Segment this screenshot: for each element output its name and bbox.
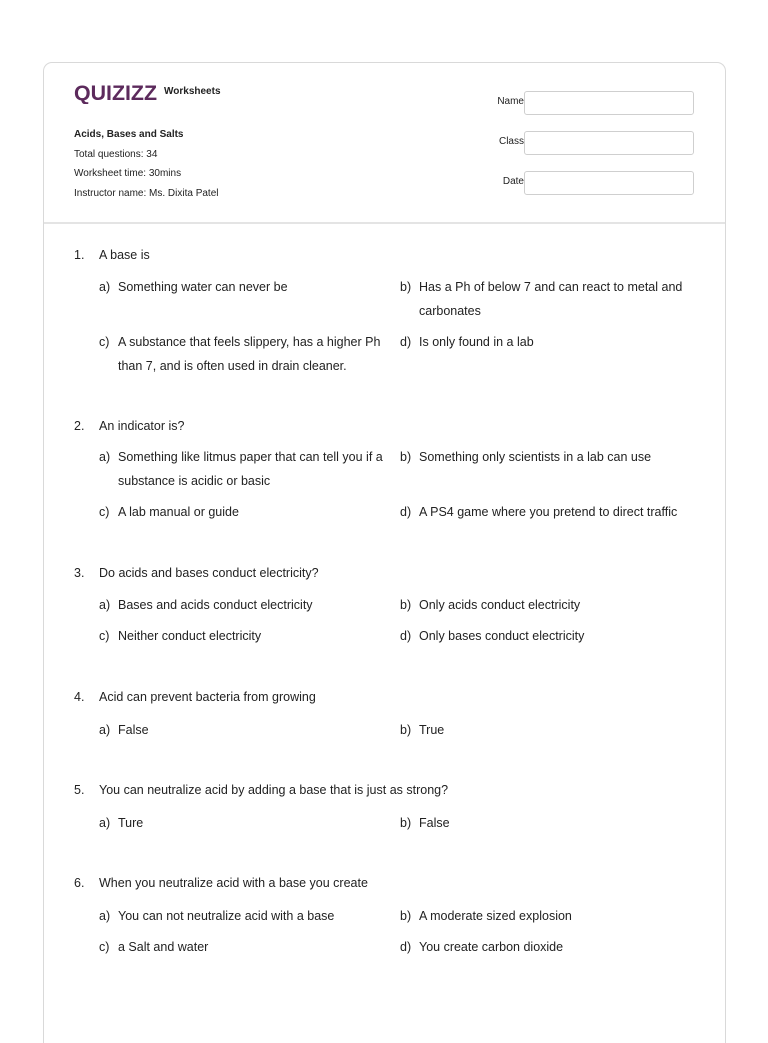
option-c bbox=[99, 624, 389, 648]
date-field-row bbox=[474, 171, 714, 195]
question-number: 3. bbox=[74, 566, 85, 580]
option-b bbox=[400, 904, 700, 928]
option-letter: d) bbox=[400, 629, 412, 643]
option-letter: c) bbox=[99, 335, 110, 349]
question-stem bbox=[74, 876, 368, 890]
option-text: A PS4 game where you pretend to direct traffic bbox=[419, 505, 678, 519]
question-text: Acid can prevent bacteria from growing bbox=[99, 690, 316, 704]
question-text: Do acids and bases conduct electricity? bbox=[99, 566, 319, 580]
question-number: 1. bbox=[74, 248, 85, 262]
option-text: A moderate sized explosion bbox=[419, 909, 572, 923]
name-field-row bbox=[474, 91, 714, 115]
option-text: False bbox=[419, 816, 450, 830]
option-letter: a) bbox=[99, 816, 111, 830]
question-text: When you neutralize acid with a base you create bbox=[99, 876, 368, 890]
product-name: Worksheets bbox=[164, 85, 221, 97]
option-letter: b) bbox=[400, 723, 412, 737]
option-c bbox=[99, 330, 389, 378]
name-input-box[interactable] bbox=[524, 91, 694, 115]
date-input-box[interactable] bbox=[524, 171, 694, 195]
question-text: A base is bbox=[99, 248, 150, 262]
option-b bbox=[400, 445, 700, 469]
option-text: You create carbon dioxide bbox=[419, 940, 564, 954]
option-a bbox=[99, 593, 389, 617]
option-letter: a) bbox=[99, 280, 111, 294]
option-a bbox=[99, 275, 389, 299]
question-stem bbox=[74, 690, 316, 704]
option-letter: d) bbox=[400, 940, 412, 954]
worksheet-time: Worksheet time: 30mins bbox=[74, 168, 182, 179]
option-text: a Salt and water bbox=[118, 940, 209, 954]
option-a bbox=[99, 718, 389, 742]
option-letter: b) bbox=[400, 280, 412, 294]
class-input-box[interactable] bbox=[524, 131, 694, 155]
option-d bbox=[400, 500, 700, 524]
question-number: 6. bbox=[74, 876, 85, 890]
option-letter: a) bbox=[99, 909, 111, 923]
question-text: An indicator is? bbox=[99, 419, 185, 433]
question-number: 5. bbox=[74, 783, 85, 797]
option-d bbox=[400, 935, 700, 959]
worksheet-header bbox=[44, 63, 725, 224]
option-letter: a) bbox=[99, 450, 111, 464]
option-c bbox=[99, 500, 389, 524]
option-a bbox=[99, 445, 389, 493]
quizizz-logo-mark bbox=[74, 82, 158, 104]
class-field-row bbox=[474, 131, 714, 155]
worksheet-title: Acids, Bases and Salts bbox=[74, 129, 184, 140]
option-text: A substance that feels slippery, has a higher Ph than 7, and is often used in drain cleaner. bbox=[118, 335, 381, 373]
date-label: Date bbox=[502, 176, 524, 187]
option-letter: b) bbox=[400, 816, 412, 830]
quizizz-logo bbox=[74, 82, 221, 104]
option-letter: c) bbox=[99, 940, 110, 954]
option-text: Something like litmus paper that can tell you if a substance is acidic or basic bbox=[118, 450, 383, 488]
option-letter: b) bbox=[400, 909, 412, 923]
option-text: Has a Ph of below 7 and can react to metal and carbonates bbox=[419, 280, 683, 318]
option-letter: d) bbox=[400, 335, 412, 349]
total-questions: Total questions: 34 bbox=[74, 148, 158, 160]
option-text: You can not neutralize acid with a base bbox=[118, 909, 335, 923]
question-number: 4. bbox=[74, 690, 85, 704]
name-label: Name bbox=[497, 96, 524, 107]
option-b bbox=[400, 811, 700, 835]
question-text: You can neutralize acid by adding a base that is just as strong? bbox=[99, 783, 449, 797]
option-letter: c) bbox=[99, 505, 110, 519]
option-d bbox=[400, 330, 700, 354]
option-b bbox=[400, 593, 700, 617]
option-text: Bases and acids conduct electricity bbox=[118, 598, 313, 612]
question-number: 2. bbox=[74, 419, 85, 433]
instructor-name: Instructor name: Ms. Dixita Patel bbox=[74, 187, 219, 199]
option-text: Something only scientists in a lab can use bbox=[419, 450, 652, 464]
question-stem bbox=[74, 566, 319, 580]
option-letter: a) bbox=[99, 723, 111, 737]
question-stem bbox=[74, 419, 184, 433]
option-letter: a) bbox=[99, 598, 111, 612]
option-text: Only acids conduct electricity bbox=[419, 598, 581, 612]
option-letter: c) bbox=[99, 629, 110, 643]
option-text: Only bases conduct electricity bbox=[419, 629, 585, 643]
option-b bbox=[400, 718, 700, 742]
option-letter: d) bbox=[400, 505, 412, 519]
option-text: Something water can never be bbox=[118, 280, 288, 294]
worksheet-meta bbox=[74, 125, 219, 203]
option-a bbox=[99, 904, 389, 928]
option-b bbox=[400, 275, 700, 323]
question-stem bbox=[74, 783, 448, 797]
logo-text: QUIZIZZ bbox=[74, 82, 158, 104]
question-stem bbox=[74, 248, 150, 262]
option-letter: b) bbox=[400, 598, 412, 612]
option-text: False bbox=[118, 723, 149, 737]
option-text: Is only found in a lab bbox=[419, 335, 534, 349]
option-text: A lab manual or guide bbox=[118, 505, 239, 519]
option-text: Ture bbox=[118, 816, 144, 830]
worksheet-page bbox=[43, 62, 726, 1043]
option-text: True bbox=[419, 723, 445, 737]
option-c bbox=[99, 935, 389, 959]
option-text: Neither conduct electricity bbox=[118, 629, 262, 643]
option-letter: b) bbox=[400, 450, 412, 464]
option-d bbox=[400, 624, 700, 648]
class-label: Class bbox=[498, 136, 524, 147]
option-a bbox=[99, 811, 389, 835]
